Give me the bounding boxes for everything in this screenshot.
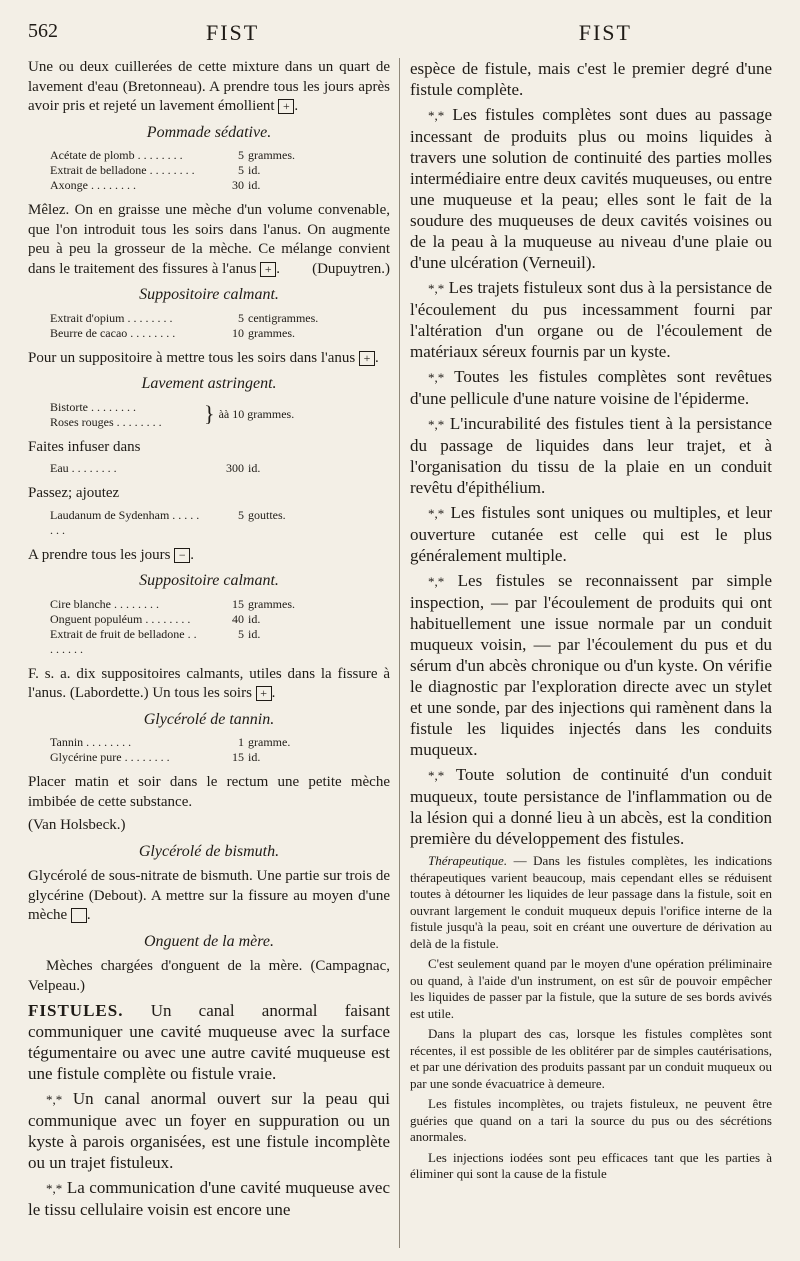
ingredient-row: Onguent populéum . . . . . . . . 40 id. bbox=[50, 611, 261, 626]
recipe-ingredients bbox=[50, 400, 343, 430]
ingredient-row: Extrait de fruit de belladone . . . . . . . . 5 id. bbox=[50, 626, 261, 656]
paragraph: C'est seulement quand par le moyen d'une opération préliminaire ou quand, à l'aide d'un instrument, on est sûr de pouvoir empêcher les liquides de passer par la fistule, que la suture de ses bords avivés est utile. bbox=[410, 956, 772, 1021]
ingredient-row: Roses rouges . . . . . . . . bbox=[50, 414, 162, 429]
entry-heading: FISTULES. bbox=[28, 1001, 124, 1020]
ingredient-row: Eau . . . . . . . . 300 id. bbox=[50, 461, 261, 475]
recipe-ingredients bbox=[50, 461, 332, 476]
paragraph: A prendre tous les jours − . bbox=[28, 546, 390, 566]
recipe-title: Glycérolé de bismuth. bbox=[138, 842, 280, 860]
ingredient-row: Extrait de belladone . . . . . . . . 5 id. bbox=[50, 163, 261, 177]
column-divider bbox=[399, 58, 400, 1248]
cross-box-icon bbox=[359, 351, 375, 366]
paragraph: *,* Toute solution de continuité d'un conduit muqueux, toute persistance de l'inflammation ou de la lésion qui a donné lieu à un abcès, est la condition première du développement des fistules. bbox=[410, 765, 772, 848]
paragraph: *,* Les trajets fistuleux sont dus à la persistance de l'écoulement du pus incessamment fourni par l'altération d'un organe ou de l'écoulement de matériaux séreux fournis par un kyste. bbox=[410, 278, 773, 361]
paragraph: *,* L'incurabilité des fistules tient à la persistance du passage de liquides dans leur trajet, et à l'organisation du tissu de la plaie en un conduit revêtu d'épithélium. bbox=[410, 414, 772, 497]
paragraph: *,* Les fistules sont uniques ou multiples, et leur ouverture cutanée est celle qui est le plus généralement multiple. bbox=[410, 503, 773, 565]
entry-fistules: FISTULES. Un canal anormal faisant communiquer une cavité muqueuse avec la surface tégumentaire ou avec une autre cavité muqueuse est une fistule complète ou fistule vraie. bbox=[28, 1001, 391, 1083]
paragraph: Faites infuser dans bbox=[28, 438, 141, 455]
ingredient-row: Bistorte . . . . . . . . } àà 10 grammes. bbox=[50, 399, 295, 426]
empty-box-icon bbox=[71, 908, 87, 923]
cross-box-icon bbox=[278, 99, 294, 114]
paragraph: Thérapeutique. — Dans les fistules complètes, les indications thérapeutiques varient beaucoup, mais cependant elles se réduisent toutes à détourner les liquides de leur passage dans la fistule, soit en ouvrant largement le conduit muqueux depuis l'orifice interne de la fistule jusqu'à la peau, soit en créant une ouverture de dérivation au delà de la fistule. bbox=[410, 853, 773, 951]
paragraph: Les fistules incomplètes, ou trajets fistuleux, ne peuvent être guéries que quand on a tari la source du pus ou des sécrétions anormales. bbox=[410, 1096, 772, 1144]
paragraph: Passez; ajoutez bbox=[28, 485, 120, 501]
recipe-ingredients bbox=[50, 597, 332, 657]
recipe-ingredients bbox=[50, 735, 332, 765]
cross-box-icon bbox=[260, 262, 276, 277]
paragraph: Pour un suppositoire à mettre tous les soirs dans l'anus + . bbox=[28, 349, 390, 369]
paragraph: *,* Un canal anormal ouvert sur la peau qui communique avec un foyer en suppuration ou un kyste à parois organisées, est une fistule incomplète ou un trajet fistuleux. bbox=[28, 1089, 390, 1172]
recipe-ingredients bbox=[50, 148, 332, 193]
ingredient-row: Axonge . . . . . . . . 30 id. bbox=[50, 178, 261, 192]
recipe-title: Pommade sédative. bbox=[146, 123, 272, 141]
paragraph: Placer matin et soir dans le rectum une petite mèche imbibée de cette substance. bbox=[28, 774, 390, 810]
paragraph: Mêlez. On en graisse une mèche d'un volume convenable, que l'on introduit tous les soirs dans l'anus. On augmente peu à peu la grosseur de la mèche. Ce mélange convient dans le traitement des fissures à l'anus + . (Dupuytren.) bbox=[28, 201, 390, 279]
dash-box-icon bbox=[174, 548, 190, 563]
recipe-title: Suppositoire calmant. bbox=[139, 572, 279, 589]
recipe-ingredients bbox=[50, 311, 332, 341]
recipe-ingredients bbox=[50, 508, 332, 538]
right-column bbox=[410, 58, 772, 1187]
running-head-right: FIST bbox=[578, 20, 632, 45]
paragraph: *,* La communication d'une cavité muqueuse avec le tissu cellulaire voisin est encore une bbox=[28, 1178, 390, 1219]
ingredient-row: Cire blanche . . . . . . . . 15 grammes. bbox=[50, 596, 295, 611]
ingredient-row: Laudanum de Sydenham . . . . . . . . 5 gouttes. bbox=[50, 507, 286, 537]
paragraph: F. s. a. dix suppositoires calmants, utiles dans la fissure à l'anus. (Labordette.) Un tous les soirs + . bbox=[28, 665, 390, 704]
recipe-title: Suppositoire calmant. bbox=[139, 286, 279, 303]
paragraph: *,* Les fistules se reconnaissent par simple inspection, — par l'écoulement de produits qui ont habituellement une issue normale par un conduit muqueux voisin, — par l'écoulement du pus et du sérum d'un abcès chronique ou d'un kyste. On vérifie le diagnostic par l'exploration directe avec un stylet et une sonde, par des injections qui ramènent dans la fistule les liquides injectés dans les conduits muqueux. bbox=[410, 571, 773, 759]
paragraph: *,* Toutes les fistules complètes sont revêtues d'une pellicule d'une nature voisine de l'épiderme. bbox=[410, 367, 772, 408]
ingredient-row: Tannin . . . . . . . . 1 gramme. bbox=[50, 735, 291, 749]
paragraph: Une ou deux cuillerées de cette mixture dans un quart de lavement d'eau (Bretonneau). A prendre tous les jours après avoir pris et rejeté un lavement émollient + . bbox=[28, 58, 390, 117]
ingredient-row: Beurre de cacao . . . . . . . . 10 grammes. bbox=[50, 325, 295, 340]
paragraph: Mèches chargées d'onguent de la mère. (Campagnac, Velpeau.) bbox=[28, 958, 390, 994]
running-head-left: FIST bbox=[206, 20, 260, 45]
paragraph: espèce de fistule, mais c'est le premier degré d'une fistule complète. bbox=[410, 59, 772, 99]
attribution: (Van Holsbeck.) bbox=[28, 817, 126, 833]
ingredient-row: Extrait d'opium . . . . . . . . 5 centigrammes. bbox=[50, 310, 319, 325]
left-column bbox=[28, 58, 390, 1224]
recipe-title: Glycérolé de tannin. bbox=[143, 710, 275, 728]
paragraph: Dans la plupart des cas, lorsque les fistules complètes sont récentes, il est possible de les oblitérer par de simples cautérisations, et par une dérivation des produits passant par un conduit muqueux ou par une sonde évacuatrice à demeure. bbox=[410, 1026, 772, 1091]
ingredient-row: Acétate de plomb . . . . . . . . 5 grammes. bbox=[50, 148, 295, 162]
ingredient-row: Glycérine pure . . . . . . . . 15 id. bbox=[50, 750, 261, 764]
page-header bbox=[28, 16, 776, 50]
cross-box-icon bbox=[256, 686, 272, 701]
recipe-title: Onguent de la mère. bbox=[143, 932, 275, 950]
recipe-title: Lavement astringent. bbox=[141, 375, 277, 392]
paragraph: Glycérolé de sous-nitrate de bismuth. Une partie sur trois de glycérine (Debout). A mettre sur la fissure au moyen d'une mèche . bbox=[28, 868, 390, 923]
paragraph: Les injections iodées sont peu efficaces tant que les parties à éliminer qui sont la cause de la fistule bbox=[410, 1149, 772, 1181]
page-number: 562 bbox=[28, 20, 58, 42]
paragraph: *,* Les fistules complètes sont dues au passage incessant de produits plus ou moins liquides à travers une solution de continuité des parties molles intermédiaire entre deux cavités muqueuses, ou entre une muqueuse et la peau; elles sont le fait de la soudure des muqueuses de deux cavités voisines ou de la peau à la muqueuse au niveau d'une plaie ou d'une ulcération (Verneuil). bbox=[410, 105, 772, 272]
